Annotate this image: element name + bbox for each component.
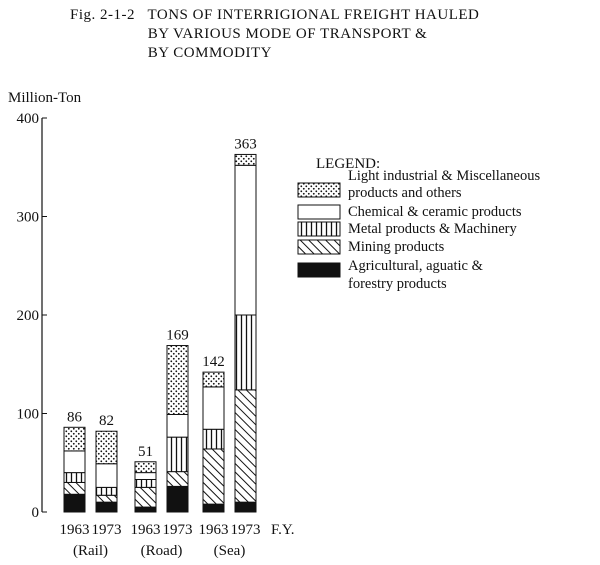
data-label: 86 xyxy=(67,409,82,426)
bar-segment xyxy=(203,372,224,387)
bar-segment xyxy=(135,507,156,512)
y-tick-label: 300 xyxy=(16,209,39,226)
x-tick-label: 1963 xyxy=(130,522,161,538)
legend-label: Agricultural, aguatic & xyxy=(348,258,483,274)
group-label: (Road) xyxy=(140,543,183,559)
legend-label: Metal products & Machinery xyxy=(348,221,517,237)
data-label: 82 xyxy=(99,413,114,430)
bar-segment xyxy=(64,494,85,512)
bar-stack xyxy=(135,462,156,512)
legend-swatch xyxy=(298,222,340,236)
x-tick-label: 1963 xyxy=(59,522,90,538)
y-tick-label: 400 xyxy=(16,111,39,127)
bar-segment xyxy=(235,154,256,165)
legend-label: Mining products xyxy=(348,239,445,255)
legend-label: products and others xyxy=(348,185,462,201)
bar-stack xyxy=(167,346,188,512)
data-label: 142 xyxy=(202,354,225,371)
bar-segment xyxy=(135,487,156,507)
bar-stack xyxy=(64,427,85,512)
legend-label: Chemical & ceramic products xyxy=(348,204,522,220)
bar-segment xyxy=(167,437,188,471)
bar-segment xyxy=(235,502,256,512)
group-label: (Sea) xyxy=(213,543,246,559)
bar-segment xyxy=(135,473,156,480)
title-line-2: BY VARIOUS MODE OF TRANSPORT & xyxy=(147,26,428,42)
bar-segment xyxy=(235,165,256,315)
bar-stack xyxy=(203,372,224,512)
legend-label: forestry products xyxy=(348,276,447,292)
legend-swatch xyxy=(298,205,340,219)
bar-segment xyxy=(203,449,224,504)
bar-stack xyxy=(235,154,256,512)
x-tick-label: 1973 xyxy=(162,522,193,538)
title-line-3: BY COMMODITY xyxy=(147,45,272,61)
x-tick-label: 1963 xyxy=(198,522,229,538)
bar-segment xyxy=(235,315,256,390)
legend-swatch xyxy=(298,183,340,197)
bar-segment xyxy=(135,479,156,487)
bar-segment xyxy=(167,414,188,437)
bar-segment xyxy=(167,486,188,512)
bar-segment xyxy=(64,482,85,494)
bar-segment xyxy=(203,504,224,512)
bar-segment xyxy=(64,427,85,451)
data-label: 51 xyxy=(138,443,153,460)
x-tick-label: 1973 xyxy=(91,522,122,538)
bar-segment xyxy=(96,502,117,512)
legend-title: LEGEND: xyxy=(316,156,381,172)
bar-segment xyxy=(64,451,85,473)
bar-stack xyxy=(96,431,117,512)
data-label: 169 xyxy=(166,327,189,344)
group-label: (Rail) xyxy=(73,543,108,559)
bar-segment xyxy=(96,495,117,502)
bar-segment xyxy=(96,431,117,464)
figure-number: Fig. 2-1-2 xyxy=(70,7,135,23)
y-tick-label: 100 xyxy=(16,406,39,423)
bar-segment xyxy=(235,390,256,502)
bar-segment xyxy=(167,346,188,415)
bar-segment xyxy=(167,472,188,487)
title-line-1: TONS OF INTERRIGIONAL FREIGHT HAULED xyxy=(147,7,480,23)
bar-segment xyxy=(96,487,117,495)
x-axis-label: F.Y. xyxy=(271,522,295,538)
bar-segment xyxy=(135,462,156,473)
y-axis-label: Million-Ton xyxy=(8,90,82,106)
y-tick-label: 200 xyxy=(16,308,39,324)
y-tick-label: 0 xyxy=(31,505,39,521)
legend-label: Light industrial & Miscellaneous xyxy=(348,168,541,184)
data-label: 363 xyxy=(234,136,257,153)
bar-segment xyxy=(64,473,85,483)
legend-swatch xyxy=(298,240,340,254)
bar-segment xyxy=(203,387,224,429)
bar-segment xyxy=(203,429,224,449)
legend-swatch xyxy=(298,263,340,277)
bar-segment xyxy=(96,464,117,488)
x-tick-label: 1973 xyxy=(230,522,261,538)
